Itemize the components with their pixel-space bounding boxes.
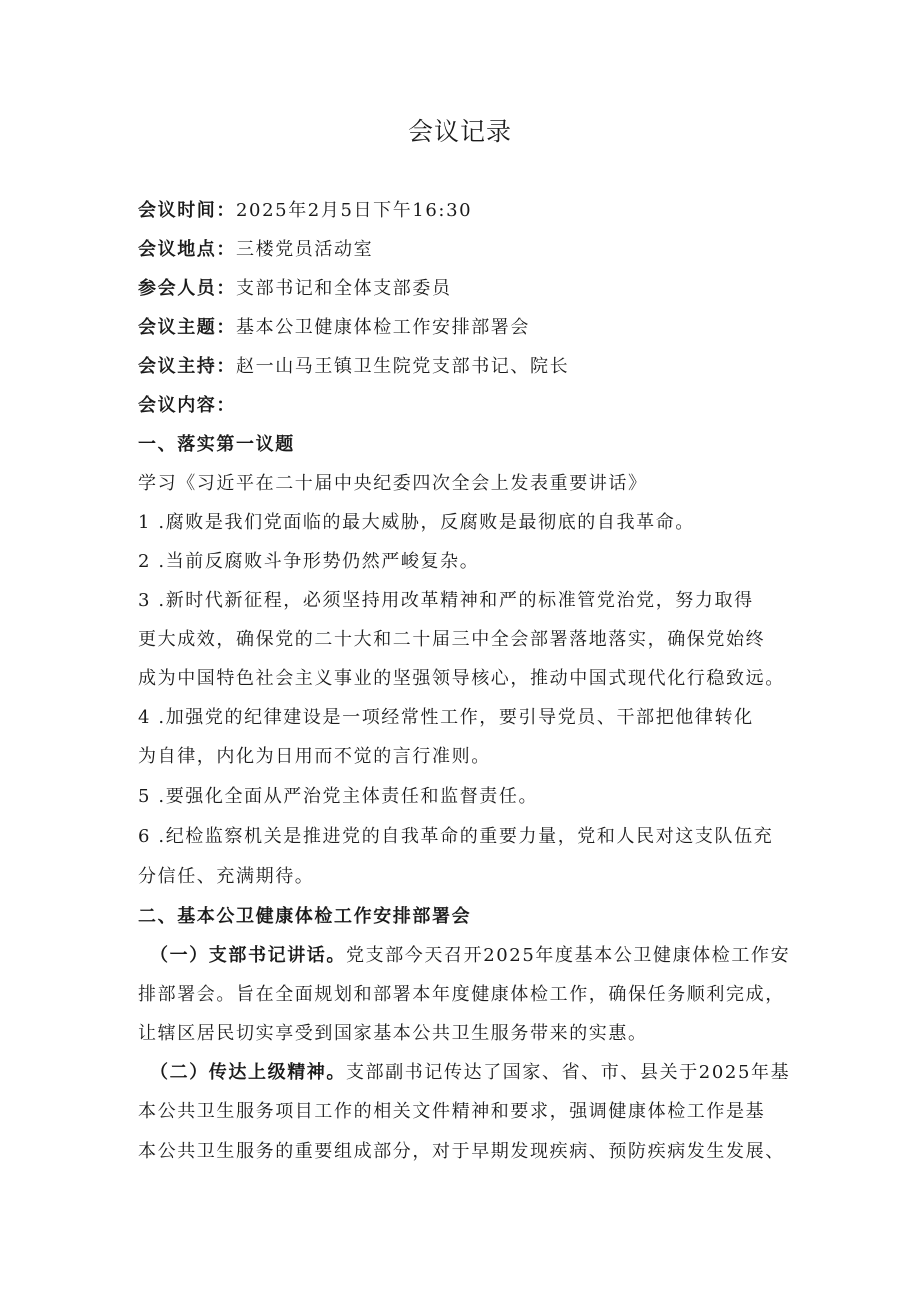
meeting-attendees-value: 支部书记和全体支部委员 bbox=[236, 278, 452, 299]
meeting-time-value: 2025年2月5日下午16:30 bbox=[236, 200, 473, 221]
meeting-attendees-row bbox=[138, 276, 452, 302]
section1-line: 为自律，内化为日用而不觉的言行准则。 bbox=[138, 746, 491, 767]
section1-line: 更大成效，确保党的二十大和二十届三中全会部署落地落实，确保党始终 bbox=[138, 629, 766, 650]
meeting-theme-row bbox=[138, 315, 530, 341]
section2-item2-label: （二）传达上级精神。 bbox=[150, 1062, 346, 1083]
section1-line: 1 .腐败是我们党面临的最大威胁，反腐败是最彻底的自我革命。 bbox=[138, 512, 695, 533]
meeting-theme-value: 基本公卫健康体检工作安排部署会 bbox=[236, 317, 530, 338]
meeting-content-label: 会议内容： bbox=[138, 395, 236, 416]
meeting-time-label: 会议时间： bbox=[138, 200, 236, 221]
section2-item1-line1 bbox=[150, 943, 790, 969]
meeting-place-label: 会议地点： bbox=[138, 239, 236, 260]
section2-item2-line1 bbox=[150, 1060, 790, 1086]
section2-item1-line2: 排部署会。旨在全面规划和部署本年度健康体检工作，确保任务顺利完成， bbox=[138, 984, 785, 1005]
section1-line: 4 .加强党的纪律建设是一项经常性工作，要引导党员、干部把他律转化 bbox=[138, 707, 754, 728]
meeting-host-label: 会议主持： bbox=[138, 356, 236, 377]
section1-line: 分信任、充满期待。 bbox=[138, 866, 315, 887]
meeting-host-row bbox=[138, 354, 569, 380]
meeting-place-row bbox=[138, 237, 373, 263]
section1-line: 6 .纪检监察机关是推进党的自我革命的重要力量，党和人民对这支队伍充 bbox=[138, 826, 774, 847]
section1-line: 3 .新时代新征程，必须坚持用改革精神和严的标准管党治党，努力取得 bbox=[138, 590, 754, 611]
section2-item2-line3: 本公共卫生服务的重要组成部分，对于早期发现疾病、预防疾病发生发展、 bbox=[138, 1141, 785, 1162]
section1-intro: 学习《习近平在二十届中央纪委四次全会上发表重要讲话》 bbox=[138, 473, 648, 494]
meeting-time-row bbox=[138, 198, 472, 224]
meeting-theme-label: 会议主题： bbox=[138, 317, 236, 338]
section1-line: 5 .要强化全面从严治党主体责任和监督责任。 bbox=[138, 786, 539, 807]
section1-line: 2 .当前反腐败斗争形势仍然严峻复杂。 bbox=[138, 551, 480, 572]
meeting-place-value: 三楼党员活动室 bbox=[236, 239, 374, 260]
section1-line: 成为中国特色社会主义事业的坚强领导核心，推动中国式现代化行稳致远。 bbox=[138, 668, 785, 689]
section1-heading: 一、落实第一议题 bbox=[138, 434, 295, 455]
section2-heading: 二、基本公卫健康体检工作安排部署会 bbox=[138, 906, 472, 927]
section2-item2-line2: 本公共卫生服务项目工作的相关文件精神和要求，强调健康体检工作是基 bbox=[138, 1101, 766, 1122]
meeting-host-value: 赵一山马王镇卫生院党支部书记、院长 bbox=[236, 356, 570, 377]
meeting-attendees-label: 参会人员： bbox=[138, 278, 236, 299]
page-title: 会议记录 bbox=[407, 117, 512, 146]
section2-item1-text: 党支部今天召开2025年度基本公卫健康体检工作安 bbox=[346, 945, 791, 966]
section2-item1-line3: 让辖区居民切实享受到国家基本公共卫生服务带来的实惠。 bbox=[138, 1023, 648, 1044]
section2-item1-label: （一）支部书记讲话。 bbox=[150, 945, 346, 966]
section2-item2-text: 支部副书记传达了国家、省、市、县关于2025年基 bbox=[346, 1062, 791, 1083]
